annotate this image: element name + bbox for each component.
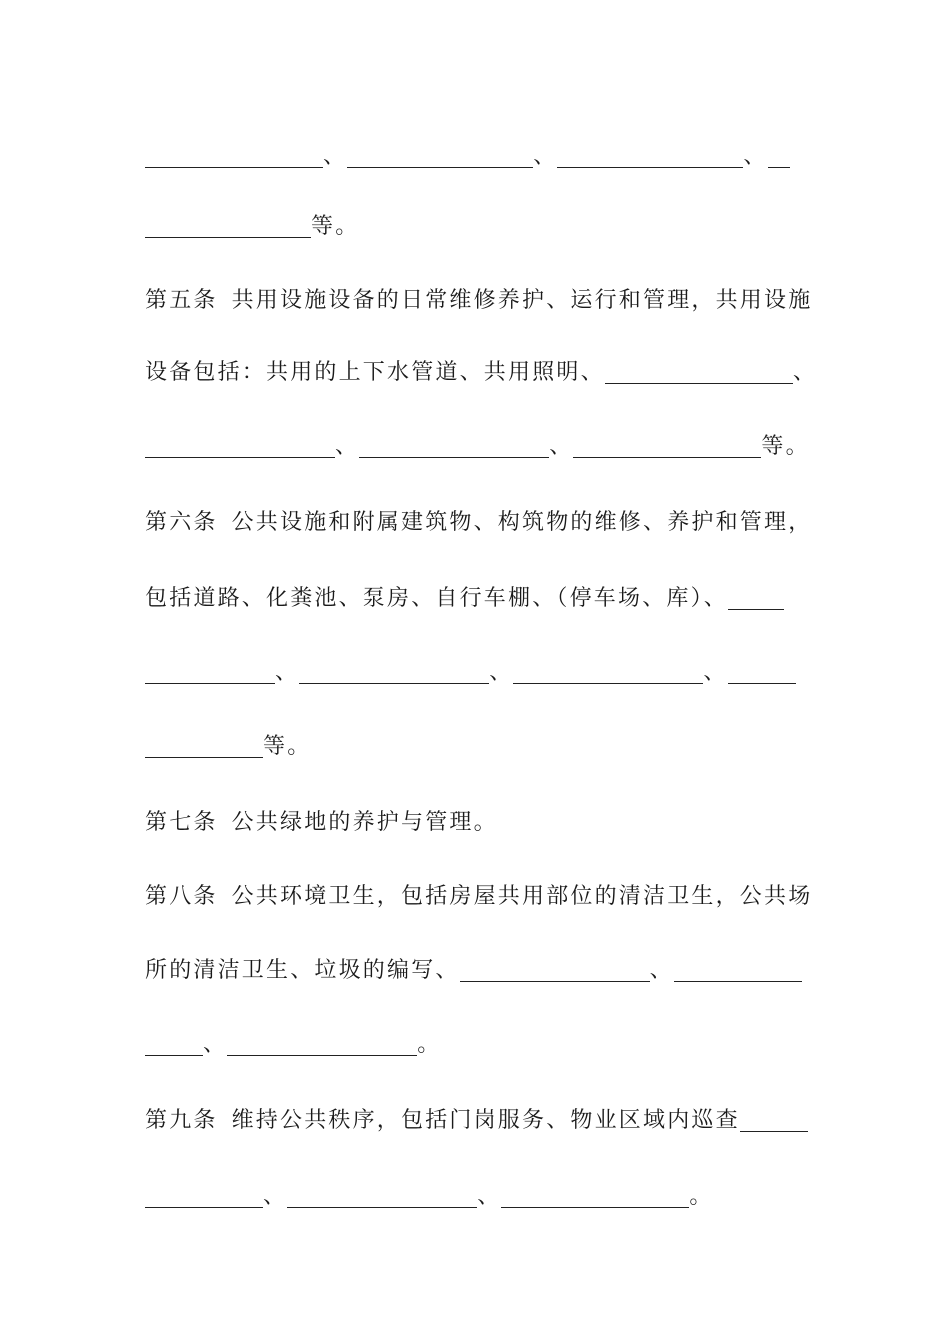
blank-field[interactable] [674, 959, 802, 982]
article-5-line-3 [145, 432, 810, 462]
separator: 、 [649, 958, 674, 983]
blank-field[interactable] [145, 735, 263, 758]
article-5-line-1 [145, 286, 813, 316]
blank-field[interactable] [728, 661, 796, 684]
separator: 、 [792, 360, 818, 385]
fill-line-1 [145, 142, 810, 172]
article-8-line-2 [145, 956, 810, 986]
article-9-text: 维持公共秩序，包括门岗服务、物业区域内巡查 [231, 1108, 740, 1133]
fill-line-2 [145, 212, 810, 242]
blank-field[interactable] [299, 661, 489, 684]
article-6-line-4 [145, 732, 810, 762]
blank-field[interactable] [145, 215, 311, 238]
article-6-line-1 [145, 508, 813, 538]
article-8-label: 第八条 [145, 884, 218, 909]
blank-field[interactable] [460, 959, 650, 982]
article-8-line-3 [145, 1030, 810, 1060]
blank-field[interactable] [227, 1033, 417, 1056]
article-8-text: 公共环境卫生，包括房屋共用部位的清洁卫生，公共场 [231, 884, 813, 909]
separator: 、 [743, 144, 768, 169]
blank-field[interactable] [557, 145, 743, 168]
blank-field[interactable] [605, 361, 793, 384]
separator: 、 [703, 660, 728, 685]
separator: 、 [323, 144, 348, 169]
blank-field[interactable] [145, 1185, 263, 1208]
separator: 、 [489, 660, 514, 685]
article-6-line-3 [145, 658, 810, 688]
line-tail: 等。 [263, 734, 312, 759]
separator: 、 [533, 144, 558, 169]
blank-field[interactable] [347, 145, 533, 168]
blank-field[interactable] [768, 145, 790, 168]
blank-field[interactable] [573, 435, 761, 458]
article-7-text: 公共绿地的养护与管理。 [231, 810, 498, 835]
article-6-label: 第六条 [145, 510, 218, 535]
blank-field[interactable] [145, 145, 323, 168]
separator: 、 [549, 434, 574, 459]
article-5-line-2 [145, 358, 818, 388]
article-8-text: 所的清洁卫生、垃圾的编写、 [145, 958, 460, 983]
line-tail: 等。 [761, 434, 810, 459]
article-6-text: 公共设施和附属建筑物、构筑物的维修、养护和管理， [231, 510, 813, 535]
article-9-line-1 [145, 1106, 810, 1136]
blank-field[interactable] [145, 1033, 203, 1056]
separator: 、 [275, 660, 300, 685]
line-tail: 。 [689, 1184, 714, 1209]
blank-field[interactable] [145, 435, 335, 458]
article-9-line-2 [145, 1182, 810, 1212]
separator: 、 [335, 434, 360, 459]
line-tail: 。 [417, 1032, 442, 1057]
line-tail: 等。 [311, 214, 360, 239]
blank-field[interactable] [513, 661, 703, 684]
article-9-label: 第九条 [145, 1108, 218, 1133]
blank-field[interactable] [728, 587, 784, 610]
blank-field[interactable] [145, 661, 275, 684]
blank-field[interactable] [740, 1109, 808, 1132]
article-5-label: 第五条 [145, 288, 218, 313]
article-7-label: 第七条 [145, 810, 218, 835]
article-5-text: 设备包括：共用的上下水管道、共用照明、 [145, 360, 605, 385]
separator: 、 [203, 1032, 228, 1057]
separator: 、 [477, 1184, 502, 1209]
article-6-line-2 [145, 584, 810, 614]
blank-field[interactable] [287, 1185, 477, 1208]
blank-field[interactable] [359, 435, 549, 458]
article-5-text: 共用设施设备的日常维修养护、运行和管理，共用设施 [231, 288, 813, 313]
separator: 、 [263, 1184, 288, 1209]
article-7-line-1 [145, 808, 810, 838]
article-8-line-1 [145, 882, 813, 912]
blank-field[interactable] [501, 1185, 689, 1208]
article-6-text: 包括道路、化粪池、泵房、自行车棚、（停车场、库）、 [145, 586, 729, 611]
